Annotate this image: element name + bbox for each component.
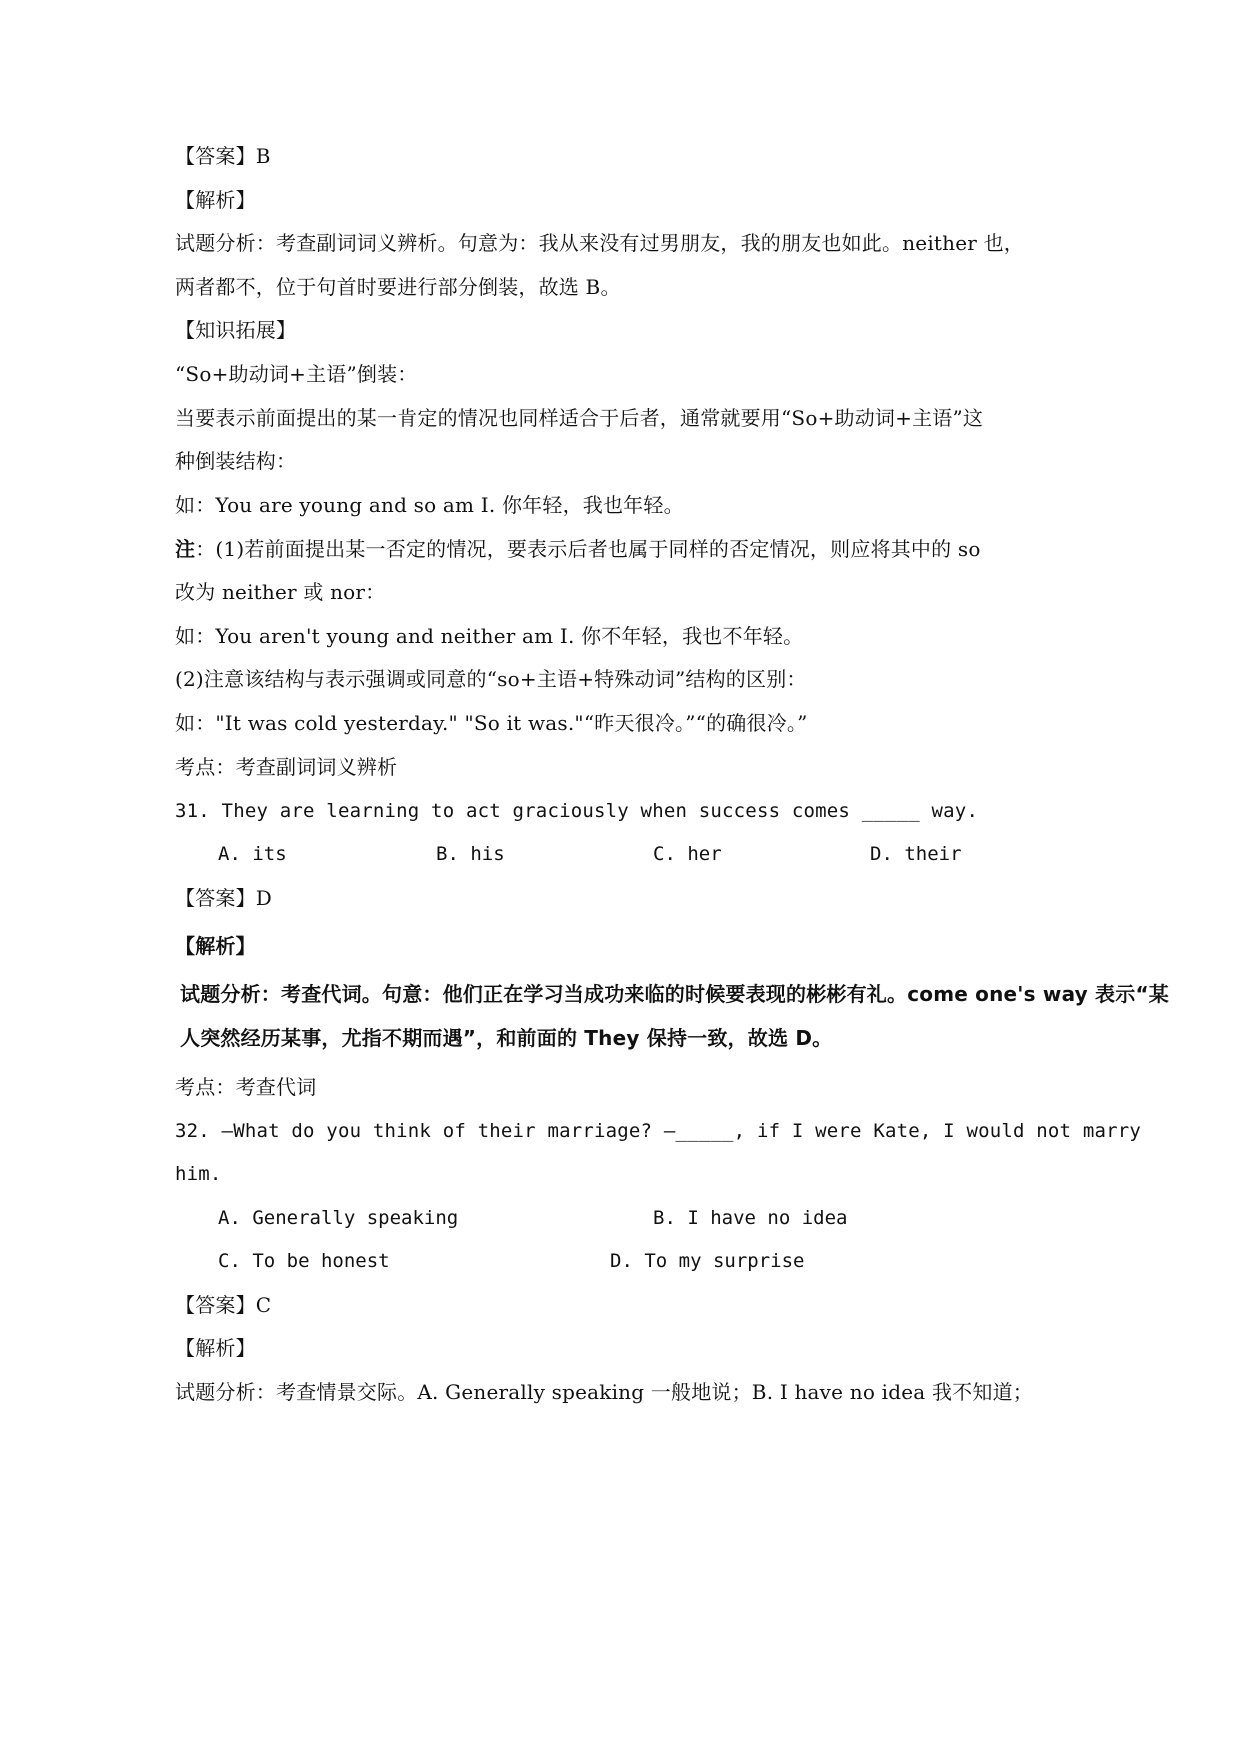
question-31-option-a: A. its — [218, 843, 287, 865]
question-32: 32. —What do you think of their marriage? —_____, if I were Kate, I would not marry — [175, 1120, 1142, 1142]
question-32-cont: him. — [175, 1163, 222, 1185]
question-31: 31. They are learning to act graciously when success comes _____ way. — [175, 800, 979, 822]
question-31-option-b: B. his — [436, 843, 505, 865]
question-32-option-d: D. To my surprise — [610, 1250, 805, 1272]
extension-text: 当要表示前面提出的某一肯定的情况也同样适合于后者，通常就要用“So+助动词+主语”这 — [175, 406, 984, 430]
analysis-text: 试题分析：考查副词词义辨析。句意为：我从来没有过男朋友，我的朋友也如此。neither 也， — [175, 231, 1024, 255]
analysis-label: 【解析】 — [175, 1336, 256, 1360]
extension-text-cont: 种倒装结构： — [175, 449, 297, 473]
answer-label: 【答案】C — [175, 1293, 272, 1317]
analysis-text-cont: 两者都不，位于句首时要进行部分倒装，故选 B。 — [175, 275, 621, 299]
analysis-label: 【解析】 — [175, 188, 256, 212]
analysis-text: 试题分析：考查情景交际。A. Generally speaking 一般地说；B. I have no idea 我不知道； — [175, 1380, 1033, 1404]
question-32-option-b: B. I have no idea — [653, 1207, 848, 1229]
question-32-option-a: A. Generally speaking — [218, 1207, 459, 1229]
question-31-option-d: D. their — [870, 843, 962, 865]
note-point-2: (2)注意该结构与表示强调或同意的“so+主语+特殊动词”结构的区别： — [175, 667, 807, 691]
answer-label: 【答案】D — [175, 886, 273, 910]
analysis-label: 【解析】 — [175, 934, 256, 958]
question-31-option-c: C. her — [653, 843, 722, 865]
note-text-cont: 改为 neither 或 nor： — [175, 580, 386, 604]
analysis-text-cont: 人突然经历某事，尤指不期而遇”，和前面的 They 保持一致，故选 D。 — [180, 1026, 833, 1050]
analysis-text: 试题分析：考查代词。句意：他们正在学习当成功来临的时候要表现的彬彬有礼。come one's way 表示“某 — [180, 982, 1169, 1006]
extension-heading: “So+助动词+主语”倒装： — [175, 362, 418, 386]
example-line: 如：You are young and so am I. 你年轻，我也年轻。 — [175, 493, 684, 517]
example-line: 如：You aren't young and neither am I. 你不年轻，我也不年轻。 — [175, 624, 804, 648]
note-text: ：(1)若前面提出某一否定的情况，要表示后者也属于同样的否定情况，则应将其中的 so — [195, 537, 981, 561]
answer-label: 【答案】B — [175, 144, 271, 168]
note-line — [175, 535, 981, 563]
extension-label: 【知识拓展】 — [175, 318, 297, 342]
note-mark: 注 — [175, 537, 196, 561]
example-line: 如："It was cold yesterday." "So it was."“昨天很冷。”“的确很冷。” — [175, 711, 808, 735]
question-32-option-c: C. To be honest — [218, 1250, 390, 1272]
test-point: 考点：考查代词 — [175, 1075, 317, 1099]
test-point: 考点：考查副词词义辨析 — [175, 755, 398, 779]
